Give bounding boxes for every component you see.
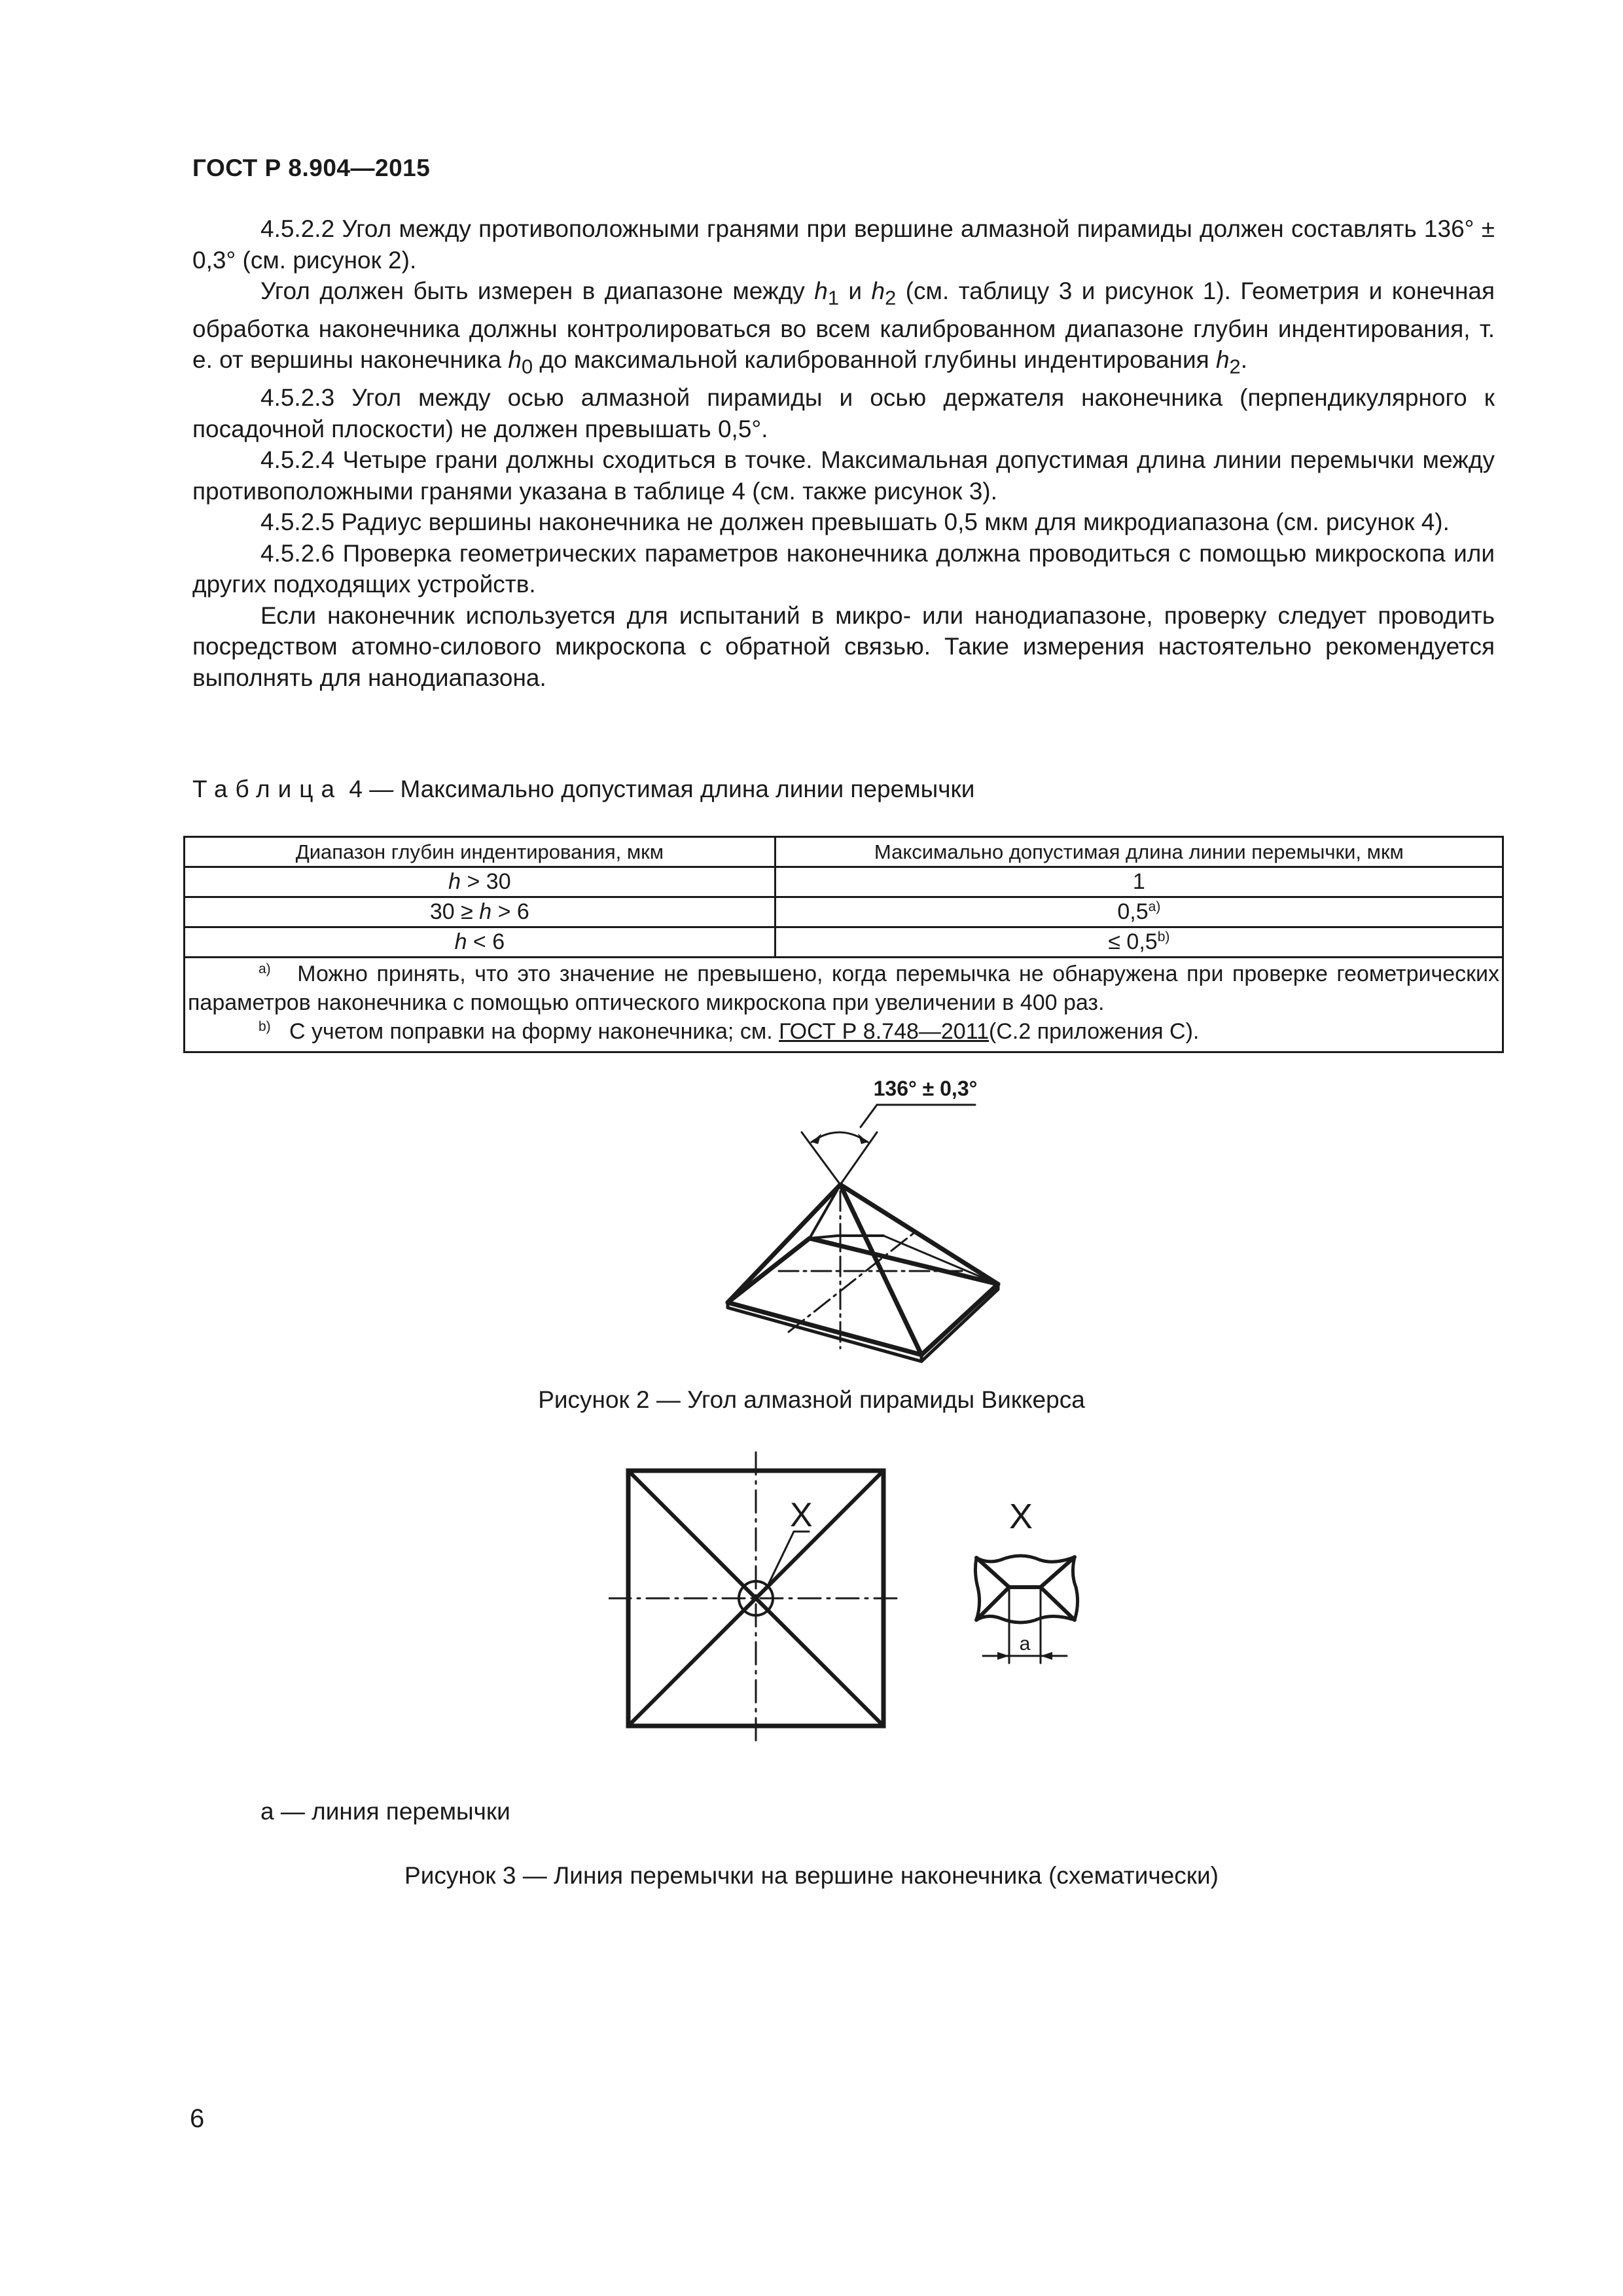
- table-notes: [185, 958, 1503, 1052]
- paragraph-4-5-2-6: 4.5.2.6 Проверка геометрических параметров наконечника должна проводиться с помощью микроскопа или других подходящих устройств.: [192, 539, 1495, 598]
- subscript-2: 2: [1229, 355, 1241, 378]
- figure-3-legend: a — линия перемычки: [260, 1798, 510, 1825]
- paragraph-4-5-2-3: 4.5.2.3 Угол между осью алмазной пирамиды и осью держателя наконечника (перпендикулярного к посадочной плоскости) не должен превышать 0,5°.: [192, 384, 1495, 442]
- symbol-h: h: [479, 899, 492, 924]
- footnote-b: [188, 1017, 1499, 1046]
- range-cell: [185, 867, 776, 897]
- body-text: [192, 213, 1495, 693]
- angle-line-right: [840, 1132, 877, 1185]
- dimension-arrow-icon: [997, 1652, 1009, 1660]
- paragraph-4-5-2-2: 4.5.2.2 Угол между противоположными гранями при вершине алмазной пирамиды должен составлять 136° ± 0,3° (см. рисунок 2).: [192, 215, 1495, 274]
- table-header-row: [185, 837, 1503, 867]
- pyramid-base: [728, 1238, 998, 1355]
- figure-3-caption: Рисунок 3 — Линия перемычки на вершине наконечника (схематически): [404, 1862, 1219, 1889]
- table-row: [185, 927, 1503, 958]
- value-text: 1: [1132, 869, 1145, 894]
- range-text: > 6: [491, 899, 529, 924]
- paragraph-afm-check: Если наконечник используется для испытаний в микро- или нанодиапазоне, проверку следует проводить посредством атомно-силового микроскопа с обратной связью. Такие измерения настоятельно рекомендуется выполнять для нанодиапазона.: [192, 601, 1495, 691]
- table-notes-row: [185, 958, 1503, 1052]
- table-row: [185, 867, 1503, 897]
- table-4: [183, 836, 1504, 1053]
- subscript-0: 0: [521, 355, 533, 378]
- range-cell: [185, 927, 776, 958]
- p2-part: Угол должен быть измерен в диапазоне между: [260, 278, 815, 304]
- footnote-a: [188, 960, 1499, 1017]
- detail-label: X: [790, 1496, 813, 1534]
- detail-title: X: [1008, 1497, 1033, 1536]
- label-leader: [861, 1105, 877, 1127]
- figure-3-plan-view: [609, 1450, 903, 1751]
- value-cell: [775, 897, 1503, 927]
- footnote-ref-a: a): [1148, 899, 1161, 914]
- range-prefix: 30 ≥: [429, 899, 480, 924]
- value-cell: [775, 867, 1503, 897]
- value-text: ≤ 0,5: [1108, 929, 1158, 954]
- symbol-h: h: [454, 929, 467, 954]
- figure-2-vickers-pyramid: [687, 1067, 1041, 1374]
- detail-leader: [768, 1532, 794, 1586]
- footnote-b-suffix: (С.2 приложения С).: [989, 1019, 1200, 1044]
- range-text: > 30: [461, 869, 511, 894]
- document-header: ГОСТ Р 8.904—2015: [192, 154, 431, 181]
- section-line: [810, 1236, 883, 1238]
- table-row: [185, 897, 1503, 927]
- p2-part: и: [838, 278, 872, 304]
- footnote-ref-b: b): [1157, 929, 1170, 944]
- p2-part: (см. таблицу 3 и рисунок 1). Геометрия и конечная обработка наконечника должны контролироваться во всем калиброванном диапазоне глубин индентирования, т. е. от вершины наконечника: [192, 278, 1495, 374]
- table-caption-word: Таблица: [192, 776, 343, 802]
- paragraph-4-5-2-5: 4.5.2.5 Радиус вершины наконечника не должен превышать 0,5 мкм для микродиапазона (см. рисунок 4).: [260, 509, 1450, 536]
- column-header-max-length: Максимально допустимая длина линии перемычки, мкм: [775, 837, 1503, 867]
- figure-2-caption: Рисунок 2 — Угол алмазной пирамиды Виккерса: [538, 1386, 1085, 1413]
- footnote-a-text: Можно принять, что это значение не превышено, когда перемычка не обнаружена при проверке геометрических параметров наконечника с помощью оптического микроскопа при увеличении в 400 раз.: [188, 961, 1499, 1015]
- angle-line-left: [802, 1132, 840, 1185]
- table-caption-title: 4 — Максимально допустимая длина линии перемычки: [342, 776, 975, 802]
- range-text: < 6: [467, 929, 505, 954]
- angle-label: 136° ± 0,3°: [873, 1077, 978, 1100]
- dimension-arrow-icon: [1041, 1652, 1052, 1660]
- arrow-left-icon: [812, 1134, 821, 1144]
- p2-part: до максимальной калиброванной глубины индентирования: [533, 346, 1216, 374]
- figure-3-detail-x: [955, 1489, 1099, 1705]
- table-caption: [192, 776, 974, 803]
- subscript-1: 1: [827, 286, 839, 310]
- symbol-h: h: [448, 869, 461, 894]
- standard-reference-link[interactable]: ГОСТ Р 8.748—2011: [779, 1019, 990, 1044]
- paragraph-angle-measurement: [192, 276, 1495, 382]
- symbol-h: h: [814, 278, 828, 304]
- arrow-right-icon: [858, 1134, 868, 1144]
- symbol-h: h: [871, 278, 885, 304]
- symbol-h: h: [1215, 346, 1230, 374]
- paragraph-4-5-2-4: 4.5.2.4 Четыре грани должны сходиться в точке. Максимальная допустимая длина линии перемычки между противоположными гранями указана в таблице 4 (см. также рисунок 3).: [192, 446, 1495, 505]
- symbol-h: h: [508, 346, 522, 374]
- range-cell: [185, 897, 776, 927]
- p2-part: .: [1240, 346, 1247, 374]
- page-number: 6: [190, 2104, 205, 2133]
- footnote-b-text: С учетом поправки на форму наконечника; см.: [289, 1019, 779, 1044]
- value-text: 0,5: [1117, 899, 1149, 924]
- footnote-mark-a: a): [259, 961, 271, 977]
- column-header-range: Диапазон глубин индентирования, мкм: [185, 837, 776, 867]
- dimension-label: a: [1019, 1633, 1031, 1655]
- footnote-mark-b: b): [259, 1019, 271, 1034]
- subscript-2: 2: [885, 286, 897, 310]
- value-cell: [775, 927, 1503, 958]
